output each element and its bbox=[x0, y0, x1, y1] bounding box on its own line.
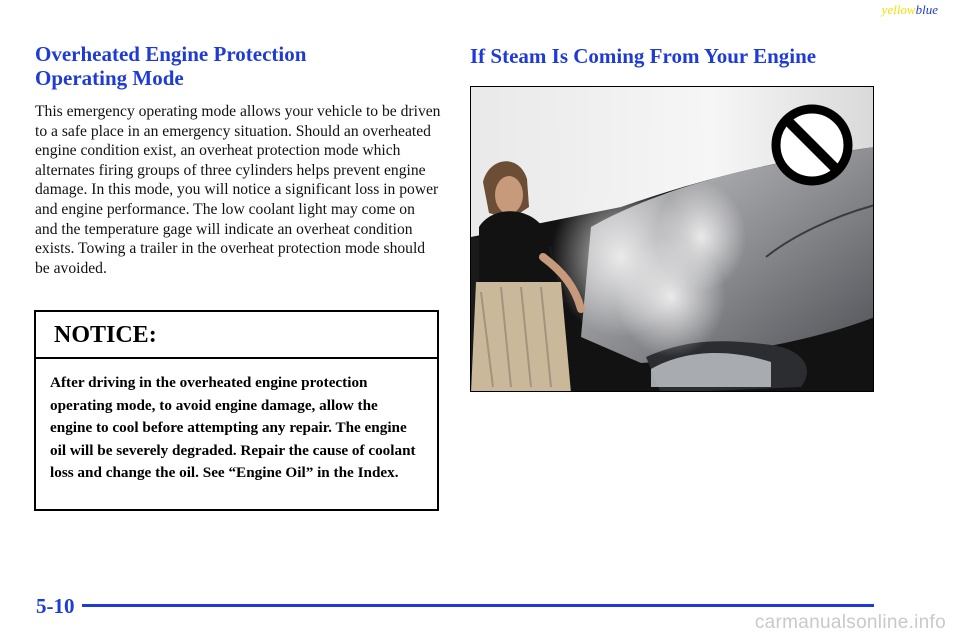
registration-blue: blue bbox=[915, 2, 938, 17]
footer-rule bbox=[82, 604, 874, 607]
overheat-protection-section bbox=[35, 42, 441, 278]
color-registration-mark bbox=[882, 2, 938, 18]
illustration-graphic bbox=[471, 87, 874, 392]
page-number: 5-10 bbox=[36, 594, 75, 618]
registration-yellow: yellow bbox=[881, 2, 916, 17]
steam-section-title: If Steam Is Coming From Your Engine bbox=[470, 44, 817, 68]
section-title-line1: Overheated Engine Protection bbox=[35, 42, 307, 66]
section-title-line2: Operating Mode bbox=[35, 66, 184, 90]
section-title bbox=[35, 42, 441, 90]
watermark: carmanualsonline.info bbox=[754, 612, 946, 633]
section-body: This emergency operating mode allows your vehicle to be driven to a safe place in an emergency situation. Should an overheated engine condition exist, an overheat protection mode which alternates firing groups of three cylinders helps prevent engine damage. In this mode, you will notice a significant loss in power and engine performance. The low coolant light may come on and the temperature gage will indicate an overheat condition exists. Towing a trailer in the overheat protection mode should be avoided. bbox=[35, 103, 441, 277]
notice-box bbox=[34, 310, 439, 511]
notice-body: After driving in the overheated engine protection operating mode, to avoid engine damage, allow the engine to cool before attempting any repair. The engine oil will be severely degraded. Repair the cause of coolant loss and change the oil. See “Engine Oil” in the Index. bbox=[50, 374, 416, 481]
notice-heading: NOTICE: bbox=[36, 312, 437, 359]
prohibition-icon bbox=[776, 109, 848, 181]
steam-engine-illustration bbox=[470, 86, 874, 392]
